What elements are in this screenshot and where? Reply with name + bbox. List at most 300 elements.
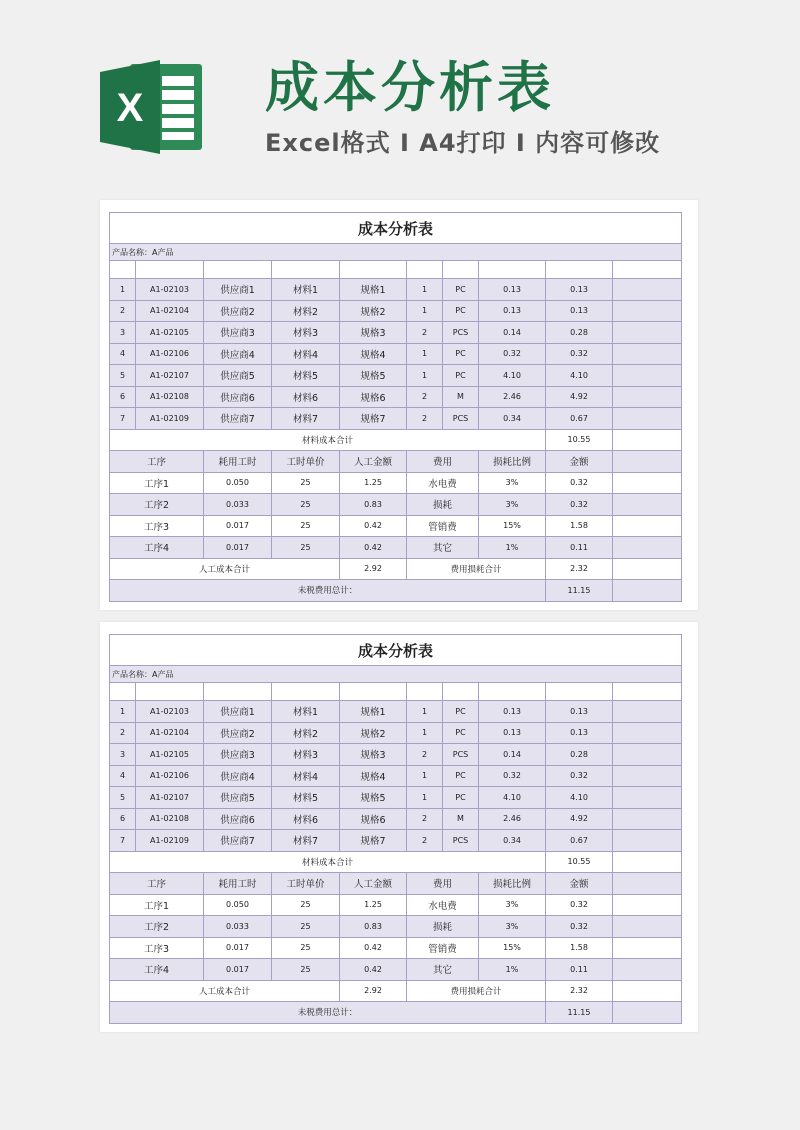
material-row [110, 765, 682, 787]
empty-cell [136, 261, 204, 279]
row-number: 1 [110, 279, 136, 301]
pretax-total-row [110, 1002, 682, 1024]
expense-name: 损耗 [407, 916, 479, 938]
row-number: 3 [110, 322, 136, 344]
empty-cell [443, 261, 479, 279]
labor-header-row [110, 451, 682, 473]
material-code: A1-02109 [136, 408, 204, 430]
rate: 25 [272, 937, 340, 959]
quantity: 2 [407, 408, 443, 430]
supplier-name: 供应商6 [204, 808, 272, 830]
unit: PCS [443, 322, 479, 344]
labor-row [110, 537, 682, 559]
material-row [110, 386, 682, 408]
material-row [110, 322, 682, 344]
labor-amount: 1.25 [340, 472, 407, 494]
labor-row [110, 494, 682, 516]
quantity: 2 [407, 808, 443, 830]
unit: M [443, 808, 479, 830]
empty-cell [613, 472, 682, 494]
material-code: A1-02108 [136, 386, 204, 408]
quantity: 1 [407, 722, 443, 744]
amount: 4.92 [546, 386, 613, 408]
empty-cell [613, 873, 682, 895]
unit-price: 0.14 [479, 322, 546, 344]
unit: PC [443, 701, 479, 723]
empty-cell [613, 744, 682, 766]
amount: 0.13 [546, 300, 613, 322]
expense-amount: 0.32 [546, 494, 613, 516]
material-row [110, 701, 682, 723]
labor-total-label: 人工成本合计 [110, 558, 340, 580]
quantity: 2 [407, 322, 443, 344]
amount: 4.10 [546, 365, 613, 387]
spec-name: 规格4 [340, 765, 407, 787]
svg-text:X: X [116, 86, 144, 130]
page-subtitle: Excel格式 I A4打印 I 内容可修改 [265, 129, 661, 157]
product-name-label: 产品名称：A产品 [110, 244, 682, 261]
empty-cell [613, 515, 682, 537]
row-number: 1 [110, 701, 136, 723]
labor-row [110, 894, 682, 916]
header-process: 工序 [110, 873, 204, 895]
empty-cell [613, 580, 682, 602]
hours: 0.017 [204, 937, 272, 959]
material-name: 材料6 [272, 386, 340, 408]
supplier-name: 供应商4 [204, 765, 272, 787]
empty-cell [110, 261, 136, 279]
material-row [110, 830, 682, 852]
supplier-name: 供应商2 [204, 722, 272, 744]
loss-ratio: 1% [479, 959, 546, 981]
quantity: 1 [407, 765, 443, 787]
unit: PC [443, 787, 479, 809]
quantity: 1 [407, 701, 443, 723]
material-name: 材料3 [272, 322, 340, 344]
pretax-total-row [110, 580, 682, 602]
supplier-name: 供应商7 [204, 830, 272, 852]
material-row [110, 300, 682, 322]
process-name: 工序1 [110, 472, 204, 494]
empty-cell [613, 980, 682, 1002]
header-loss-ratio: 损耗比例 [479, 451, 546, 473]
expense-name: 水电费 [407, 894, 479, 916]
row-number: 4 [110, 343, 136, 365]
expense-amount: 0.32 [546, 472, 613, 494]
labor-total-row [110, 980, 682, 1002]
row-number: 5 [110, 787, 136, 809]
material-total-value: 10.55 [546, 429, 613, 451]
expense-amount: 0.32 [546, 916, 613, 938]
material-row [110, 343, 682, 365]
material-name: 材料1 [272, 279, 340, 301]
process-name: 工序3 [110, 937, 204, 959]
header-process: 工序 [110, 451, 204, 473]
labor-row [110, 916, 682, 938]
material-code: A1-02106 [136, 343, 204, 365]
loss-ratio: 15% [479, 515, 546, 537]
process-name: 工序1 [110, 894, 204, 916]
row-number: 6 [110, 386, 136, 408]
expense-name: 损耗 [407, 494, 479, 516]
loss-ratio: 3% [479, 894, 546, 916]
spec-name: 规格1 [340, 279, 407, 301]
row-number: 4 [110, 765, 136, 787]
material-row [110, 408, 682, 430]
material-name: 材料6 [272, 808, 340, 830]
empty-cell [613, 830, 682, 852]
labor-row [110, 472, 682, 494]
unit-price: 0.13 [479, 701, 546, 723]
labor-amount: 0.42 [340, 537, 407, 559]
unit: PC [443, 279, 479, 301]
cost-table-1 [109, 212, 682, 602]
expense-total-label: 费用损耗合计 [407, 980, 546, 1002]
empty-cell [204, 683, 272, 701]
supplier-name: 供应商3 [204, 322, 272, 344]
pretax-total-value: 11.15 [546, 580, 613, 602]
supplier-name: 供应商1 [204, 279, 272, 301]
row-number: 6 [110, 808, 136, 830]
amount: 0.32 [546, 765, 613, 787]
empty-cell [613, 386, 682, 408]
spec-name: 规格2 [340, 722, 407, 744]
unit: PC [443, 722, 479, 744]
unit-price: 4.10 [479, 365, 546, 387]
material-name: 材料2 [272, 722, 340, 744]
quantity: 2 [407, 744, 443, 766]
rate: 25 [272, 494, 340, 516]
unit: PC [443, 343, 479, 365]
supplier-name: 供应商4 [204, 343, 272, 365]
header-rate: 工时单价 [272, 873, 340, 895]
material-row [110, 722, 682, 744]
empty-cell [613, 701, 682, 723]
empty-cell [546, 683, 613, 701]
quantity: 2 [407, 830, 443, 852]
empty-cell [613, 558, 682, 580]
row-number: 5 [110, 365, 136, 387]
material-row [110, 279, 682, 301]
empty-cell [546, 261, 613, 279]
empty-cell [613, 365, 682, 387]
expense-total-value: 2.32 [546, 980, 613, 1002]
material-total-label: 材料成本合计 [110, 851, 546, 873]
process-name: 工序4 [110, 537, 204, 559]
empty-cell [407, 683, 443, 701]
material-code: A1-02104 [136, 300, 204, 322]
supplier-name: 供应商5 [204, 365, 272, 387]
empty-cell [479, 683, 546, 701]
amount: 0.67 [546, 408, 613, 430]
labor-header-row [110, 873, 682, 895]
quantity: 1 [407, 787, 443, 809]
expense-name: 管销费 [407, 515, 479, 537]
header-hours: 耗用工时 [204, 873, 272, 895]
empty-cell [613, 916, 682, 938]
header-labor-amount: 人工金额 [340, 451, 407, 473]
amount: 0.28 [546, 744, 613, 766]
expense-total-value: 2.32 [546, 558, 613, 580]
page-header [0, 0, 800, 200]
empty-cell [613, 494, 682, 516]
material-row [110, 365, 682, 387]
process-name: 工序3 [110, 515, 204, 537]
labor-total-label: 人工成本合计 [110, 980, 340, 1002]
material-code: A1-02105 [136, 322, 204, 344]
hours: 0.050 [204, 472, 272, 494]
hours: 0.033 [204, 916, 272, 938]
process-name: 工序4 [110, 959, 204, 981]
title-row [110, 635, 682, 666]
supplier-name: 供应商7 [204, 408, 272, 430]
hours: 0.017 [204, 515, 272, 537]
product-name-row [110, 666, 682, 683]
unit: PC [443, 765, 479, 787]
empty-cell [272, 683, 340, 701]
unit: PCS [443, 744, 479, 766]
unit-price: 0.34 [479, 408, 546, 430]
spec-name: 规格5 [340, 365, 407, 387]
empty-cell [340, 683, 407, 701]
page-title: 成本分析表 [265, 56, 555, 119]
empty-cell [613, 937, 682, 959]
empty-cell [613, 451, 682, 473]
labor-row [110, 959, 682, 981]
rate: 25 [272, 894, 340, 916]
material-row [110, 808, 682, 830]
empty-cell [613, 429, 682, 451]
material-name: 材料5 [272, 787, 340, 809]
labor-amount: 0.42 [340, 937, 407, 959]
unit-price: 0.34 [479, 830, 546, 852]
empty-cell [613, 808, 682, 830]
rate: 25 [272, 916, 340, 938]
unit-price: 0.13 [479, 722, 546, 744]
process-name: 工序2 [110, 494, 204, 516]
expense-name: 其它 [407, 537, 479, 559]
quantity: 1 [407, 343, 443, 365]
spec-name: 规格6 [340, 808, 407, 830]
empty-cell [613, 787, 682, 809]
spec-name: 规格6 [340, 386, 407, 408]
rate: 25 [272, 959, 340, 981]
hours: 0.017 [204, 537, 272, 559]
product-name-label: 产品名称：A产品 [110, 666, 682, 683]
material-code: A1-02103 [136, 701, 204, 723]
expense-amount: 1.58 [546, 515, 613, 537]
expense-amount: 0.11 [546, 959, 613, 981]
cost-table-2 [109, 634, 682, 1024]
empty-cell [613, 537, 682, 559]
header-hours: 耗用工时 [204, 451, 272, 473]
expense-name: 管销费 [407, 937, 479, 959]
material-code: A1-02103 [136, 279, 204, 301]
material-code: A1-02105 [136, 744, 204, 766]
material-name: 材料2 [272, 300, 340, 322]
labor-amount: 0.42 [340, 515, 407, 537]
labor-amount: 1.25 [340, 894, 407, 916]
hours: 0.017 [204, 959, 272, 981]
unit-price: 0.14 [479, 744, 546, 766]
empty-cell [613, 322, 682, 344]
material-code: A1-02109 [136, 830, 204, 852]
material-row [110, 787, 682, 809]
pretax-total-label: 未税费用总计： [110, 1002, 546, 1024]
unit-price: 2.46 [479, 808, 546, 830]
amount: 0.32 [546, 343, 613, 365]
empty-cell [613, 765, 682, 787]
expense-amount: 0.32 [546, 894, 613, 916]
empty-cell [613, 300, 682, 322]
amount: 0.13 [546, 722, 613, 744]
unit: PCS [443, 830, 479, 852]
hours: 0.050 [204, 894, 272, 916]
empty-cell [272, 261, 340, 279]
empty-cell [613, 851, 682, 873]
unit-price: 0.13 [479, 300, 546, 322]
empty-cell [613, 1002, 682, 1024]
supplier-name: 供应商5 [204, 787, 272, 809]
amount: 0.13 [546, 279, 613, 301]
pretax-total-value: 11.15 [546, 1002, 613, 1024]
header-amount: 金额 [546, 451, 613, 473]
unit-price: 0.13 [479, 279, 546, 301]
unit: M [443, 386, 479, 408]
material-name: 材料4 [272, 765, 340, 787]
unit: PC [443, 365, 479, 387]
empty-cell [136, 683, 204, 701]
expense-amount: 0.11 [546, 537, 613, 559]
rate: 25 [272, 515, 340, 537]
material-name: 材料7 [272, 408, 340, 430]
spec-name: 规格2 [340, 300, 407, 322]
amount: 0.28 [546, 322, 613, 344]
labor-total-value: 2.92 [340, 980, 407, 1002]
labor-amount: 0.83 [340, 494, 407, 516]
empty-cell [340, 261, 407, 279]
header-expense: 费用 [407, 873, 479, 895]
spec-name: 规格5 [340, 787, 407, 809]
material-code: A1-02108 [136, 808, 204, 830]
unit: PC [443, 300, 479, 322]
rate: 25 [272, 537, 340, 559]
material-name: 材料5 [272, 365, 340, 387]
empty-cell [110, 683, 136, 701]
labor-total-value: 2.92 [340, 558, 407, 580]
spec-name: 规格3 [340, 322, 407, 344]
labor-amount: 0.83 [340, 916, 407, 938]
labor-row [110, 937, 682, 959]
empty-cell [479, 261, 546, 279]
header-labor-amount: 人工金额 [340, 873, 407, 895]
material-total-row [110, 429, 682, 451]
expense-amount: 1.58 [546, 937, 613, 959]
material-code: A1-02107 [136, 787, 204, 809]
header-rate: 工时单价 [272, 451, 340, 473]
spec-name: 规格1 [340, 701, 407, 723]
unit-price: 4.10 [479, 787, 546, 809]
empty-cell [613, 722, 682, 744]
empty-cell [407, 261, 443, 279]
expense-total-label: 费用损耗合计 [407, 558, 546, 580]
empty-cell [613, 343, 682, 365]
material-name: 材料7 [272, 830, 340, 852]
loss-ratio: 3% [479, 472, 546, 494]
labor-total-row [110, 558, 682, 580]
material-total-row [110, 851, 682, 873]
material-name: 材料1 [272, 701, 340, 723]
unit-price: 2.46 [479, 386, 546, 408]
blank-row [110, 683, 682, 701]
cost-sheet-1 [100, 200, 698, 610]
sheet-title: 成本分析表 [110, 213, 682, 244]
amount: 0.13 [546, 701, 613, 723]
spec-name: 规格7 [340, 830, 407, 852]
loss-ratio: 1% [479, 537, 546, 559]
material-total-value: 10.55 [546, 851, 613, 873]
unit-price: 0.32 [479, 765, 546, 787]
loss-ratio: 3% [479, 494, 546, 516]
empty-cell [613, 408, 682, 430]
labor-row [110, 515, 682, 537]
empty-cell [613, 683, 682, 701]
empty-cell [443, 683, 479, 701]
hours: 0.033 [204, 494, 272, 516]
quantity: 1 [407, 279, 443, 301]
loss-ratio: 15% [479, 937, 546, 959]
sheet-title: 成本分析表 [110, 635, 682, 666]
amount: 4.92 [546, 808, 613, 830]
empty-cell [204, 261, 272, 279]
row-number: 3 [110, 744, 136, 766]
material-row [110, 744, 682, 766]
quantity: 1 [407, 300, 443, 322]
unit: PCS [443, 408, 479, 430]
supplier-name: 供应商2 [204, 300, 272, 322]
material-total-label: 材料成本合计 [110, 429, 546, 451]
header-loss-ratio: 损耗比例 [479, 873, 546, 895]
empty-cell [613, 959, 682, 981]
row-number: 7 [110, 830, 136, 852]
material-name: 材料4 [272, 343, 340, 365]
row-number: 7 [110, 408, 136, 430]
material-name: 材料3 [272, 744, 340, 766]
pretax-total-label: 未税费用总计： [110, 580, 546, 602]
title-row [110, 213, 682, 244]
amount: 4.10 [546, 787, 613, 809]
rate: 25 [272, 472, 340, 494]
expense-name: 其它 [407, 959, 479, 981]
cost-sheet-2 [100, 622, 698, 1032]
material-code: A1-02104 [136, 722, 204, 744]
spec-name: 规格7 [340, 408, 407, 430]
supplier-name: 供应商6 [204, 386, 272, 408]
expense-name: 水电费 [407, 472, 479, 494]
quantity: 1 [407, 365, 443, 387]
header-amount: 金额 [546, 873, 613, 895]
product-name-row [110, 244, 682, 261]
spec-name: 规格3 [340, 744, 407, 766]
row-number: 2 [110, 722, 136, 744]
empty-cell [613, 279, 682, 301]
row-number: 2 [110, 300, 136, 322]
blank-row [110, 261, 682, 279]
material-code: A1-02106 [136, 765, 204, 787]
supplier-name: 供应商1 [204, 701, 272, 723]
loss-ratio: 3% [479, 916, 546, 938]
amount: 0.67 [546, 830, 613, 852]
